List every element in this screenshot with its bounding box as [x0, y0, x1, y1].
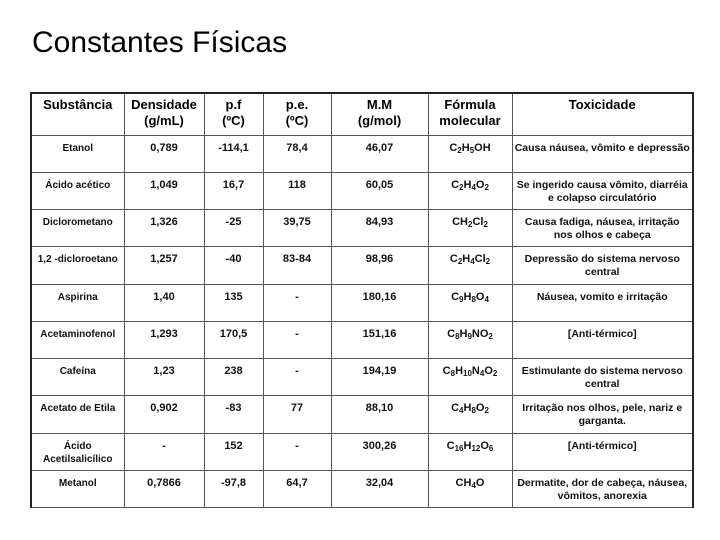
cell-toxicity: [Anti-térmico]	[512, 433, 693, 470]
cell-toxicity: Causa fadiga, náusea, irritação nos olhos e cabeça	[512, 210, 693, 247]
cell-formula	[428, 321, 512, 358]
cell-substance: Aspirina	[31, 284, 124, 321]
cell-density: 1,257	[124, 247, 204, 284]
formula-element: O	[475, 476, 485, 489]
formula-subscript: 16	[454, 443, 464, 453]
formula-element: H	[463, 439, 472, 452]
formula-subscript: 2	[467, 220, 473, 229]
cell-boiling-point: 64,7	[263, 470, 331, 507]
table-row	[31, 172, 693, 209]
column-header-text: (g/mL)	[144, 113, 184, 128]
formula-subscript: 2	[488, 331, 493, 341]
formula-element: CH	[452, 216, 468, 228]
cell-boiling-point: -	[263, 321, 331, 358]
formula-subscript: 5	[469, 145, 475, 155]
cell-density: 1,40	[124, 284, 204, 321]
formula-subscript: 8	[450, 369, 456, 378]
cell-formula	[428, 359, 512, 396]
physical-constants-table	[30, 92, 694, 508]
formula-subscript: 4	[479, 369, 485, 378]
formula-subscript: 6	[488, 443, 494, 453]
cell-molar-mass: 151,16	[331, 321, 428, 358]
cell-melting-point: 16,7	[204, 172, 263, 209]
formula-element: H	[463, 402, 472, 415]
cell-density: 1,293	[124, 321, 204, 358]
column-header-mm	[331, 93, 428, 135]
formula-element: C	[449, 141, 458, 154]
physical-constants-table-container	[30, 92, 692, 508]
cell-density: 0,789	[124, 135, 204, 172]
cell-formula	[428, 172, 512, 209]
cell-substance: Etanol	[31, 135, 124, 172]
cell-melting-point: 170,5	[204, 321, 263, 358]
cell-substance: Acetato de Etila	[31, 396, 124, 433]
cell-formula	[428, 135, 512, 172]
column-header-toxicity	[512, 93, 693, 135]
formula-element: CH	[455, 476, 472, 489]
formula-element: Cl	[474, 253, 486, 266]
formula-subscript: 8	[471, 406, 476, 416]
formula-subscript: 2	[457, 145, 462, 155]
column-header-formula	[428, 93, 512, 135]
formula-element: C	[451, 290, 460, 303]
formula-element: O	[480, 439, 489, 452]
cell-melting-point: -114,1	[204, 135, 263, 172]
table-row	[31, 135, 693, 172]
formula-element: C	[442, 365, 451, 377]
formula-element: O	[475, 402, 485, 415]
formula-subscript: 2	[485, 257, 491, 267]
cell-boiling-point: -	[263, 359, 331, 396]
table-row	[31, 433, 693, 470]
cell-formula	[428, 470, 512, 507]
column-header-bp	[263, 93, 331, 135]
cell-molar-mass: 84,93	[331, 210, 428, 247]
formula-subscript: 4	[459, 406, 464, 416]
cell-substance: Ácido Acetilsalicílico	[31, 433, 124, 470]
column-header-density	[124, 93, 204, 135]
cell-melting-point: 238	[204, 359, 263, 396]
formula-subscript: 9	[459, 294, 464, 304]
cell-substance: Metanol	[31, 470, 124, 507]
cell-formula	[428, 210, 512, 247]
cell-density: 1,23	[124, 359, 204, 396]
cell-density: 0,7866	[124, 470, 204, 507]
cell-molar-mass: 60,05	[331, 172, 428, 209]
cell-boiling-point: 83-84	[263, 247, 331, 284]
formula-subscript: 2	[483, 220, 488, 229]
cell-formula	[428, 396, 512, 433]
formula-element: C	[451, 402, 460, 415]
cell-melting-point: 152	[204, 433, 263, 470]
formula-subscript: 4	[470, 257, 475, 267]
column-header-text: Densidade	[131, 97, 197, 112]
cell-toxicity: Causa náusea, vômito e depressão	[512, 135, 693, 172]
cell-toxicity: Depressão do sistema nervoso central	[512, 247, 693, 284]
formula-element: H	[463, 178, 472, 191]
column-header-text: Fórmula	[444, 97, 496, 112]
column-header-text: p.e.	[285, 97, 309, 112]
formula-subscript: 4	[471, 480, 476, 490]
cell-boiling-point: 39,75	[263, 210, 331, 247]
cell-substance: Diclorometano	[31, 210, 124, 247]
table-row	[31, 284, 693, 321]
formula-subscript: 4	[471, 182, 476, 192]
column-header-text: (ºC)	[285, 113, 309, 128]
formula-element: C	[449, 253, 458, 266]
formula-element: C	[447, 327, 456, 340]
cell-density: 1,049	[124, 172, 204, 209]
formula-element: H	[463, 290, 472, 303]
cell-molar-mass: 180,16	[331, 284, 428, 321]
formula-element: H	[462, 253, 471, 266]
table-row	[31, 396, 693, 433]
formula-element: H	[455, 365, 464, 377]
formula-element: O	[475, 178, 485, 191]
column-header-text: (g/mol)	[357, 113, 402, 128]
formula-element: H	[461, 141, 470, 154]
formula-element: C	[446, 439, 455, 452]
cell-toxicity: Estimulante do sistema nervoso central	[512, 359, 693, 396]
cell-substance: Cafeína	[31, 359, 124, 396]
cell-formula	[428, 433, 512, 470]
formula-element: O	[484, 365, 493, 377]
cell-molar-mass: 46,07	[331, 135, 428, 172]
cell-substance: Acetaminofenol	[31, 321, 124, 358]
cell-melting-point: -83	[204, 396, 263, 433]
cell-molar-mass: 98,96	[331, 247, 428, 284]
formula-subscript: 2	[484, 406, 489, 416]
formula-subscript: 2	[459, 182, 464, 192]
column-header-text: M.M	[366, 97, 393, 112]
cell-melting-point: -40	[204, 247, 263, 284]
cell-melting-point: -97,8	[204, 470, 263, 507]
formula-element: C	[451, 178, 460, 191]
column-header-mp	[204, 93, 263, 135]
cell-toxicity: [Anti-térmico]	[512, 321, 693, 358]
slide-title: Constantes Físicas	[32, 26, 288, 59]
cell-toxicity: Se ingerido causa vômito, diarréia e colapso circulatório	[512, 172, 693, 209]
column-header-text: Substância	[43, 97, 113, 112]
table-body	[31, 135, 693, 508]
formula-subscript: 12	[471, 443, 481, 453]
formula-subscript: 2	[492, 369, 498, 378]
formula-element: NO	[471, 327, 489, 340]
formula-subscript: 8	[455, 331, 460, 341]
table-row	[31, 210, 693, 247]
cell-formula	[428, 247, 512, 284]
cell-toxicity: Irritação nos olhos, pele, nariz e garganta.	[512, 396, 693, 433]
formula-subscript: 2	[484, 182, 489, 192]
cell-boiling-point: -	[263, 433, 331, 470]
cell-toxicity: Náusea, vomito e irritação	[512, 284, 693, 321]
column-header-text: Toxicidade	[568, 97, 636, 112]
formula-element: O	[475, 290, 485, 303]
table-header-row	[31, 93, 693, 135]
cell-toxicity: Dermatite, dor de cabeça, náusea, vômitos, anorexia	[512, 470, 693, 507]
formula-element: OH	[474, 141, 491, 154]
table-row	[31, 470, 693, 507]
cell-molar-mass: 32,04	[331, 470, 428, 507]
cell-density: 1,326	[124, 210, 204, 247]
cell-density: -	[124, 433, 204, 470]
cell-melting-point: -25	[204, 210, 263, 247]
cell-boiling-point: 118	[263, 172, 331, 209]
cell-melting-point: 135	[204, 284, 263, 321]
formula-element: Cl	[472, 216, 484, 228]
formula-subscript: 4	[484, 294, 489, 304]
cell-boiling-point: -	[263, 284, 331, 321]
column-header-text: p.f	[225, 97, 242, 112]
cell-formula	[428, 284, 512, 321]
formula-element: N	[471, 365, 480, 377]
formula-subscript: 2	[457, 257, 463, 267]
cell-boiling-point: 77	[263, 396, 331, 433]
formula-element: H	[459, 327, 468, 340]
table-row	[31, 359, 693, 396]
cell-molar-mass: 194,19	[331, 359, 428, 396]
column-header-text: (ºC)	[222, 113, 245, 128]
table-row	[31, 321, 693, 358]
column-header-substance	[31, 93, 124, 135]
column-header-text: molecular	[439, 113, 501, 128]
cell-boiling-point: 78,4	[263, 135, 331, 172]
formula-subscript: 10	[463, 369, 472, 378]
table-row	[31, 247, 693, 284]
cell-substance: Ácido acético	[31, 172, 124, 209]
cell-substance: 1,2 -dicloroetano	[31, 247, 124, 284]
cell-molar-mass: 300,26	[331, 433, 428, 470]
cell-molar-mass: 88,10	[331, 396, 428, 433]
cell-density: 0,902	[124, 396, 204, 433]
formula-subscript: 9	[467, 331, 472, 341]
formula-subscript: 8	[471, 294, 476, 304]
